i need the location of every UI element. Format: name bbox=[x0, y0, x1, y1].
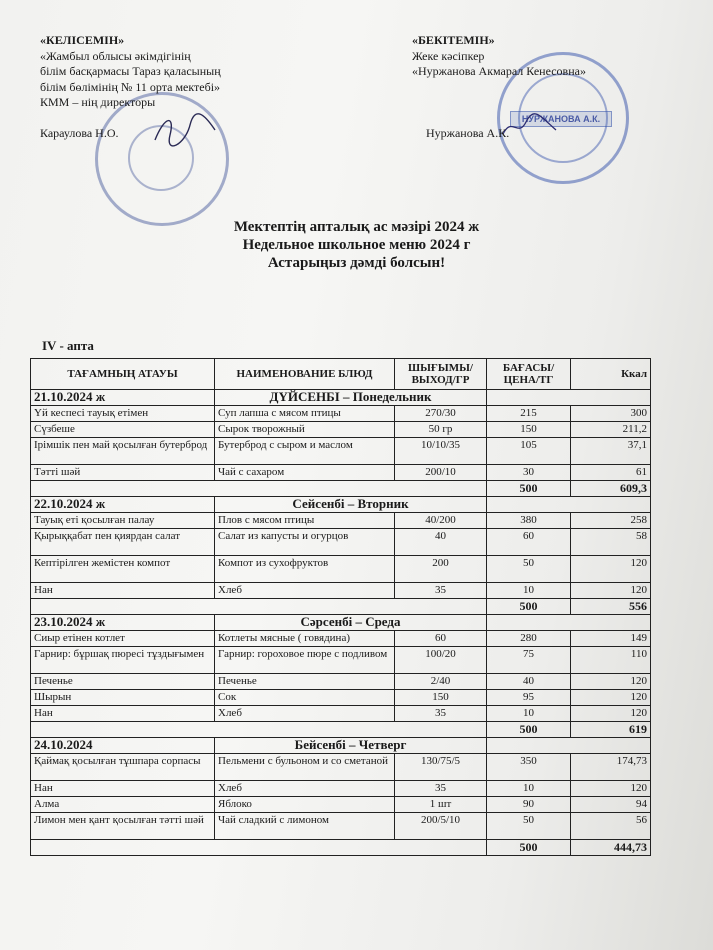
left-signer: Караулова Н.О. bbox=[40, 126, 119, 140]
day-header-blank bbox=[487, 390, 651, 406]
day-name: ДҮЙСЕНБІ – Понедельник bbox=[215, 390, 487, 406]
dish-name-kz: Тәтті шәй bbox=[31, 465, 215, 481]
title-russian: Недельное школьное меню 2024 г bbox=[242, 237, 471, 253]
dish-name-ru: Яблоко bbox=[215, 797, 395, 813]
dish-name-kz: Печенье bbox=[31, 674, 215, 690]
dish-price: 10 bbox=[487, 706, 571, 722]
header-dish-kz: ТАҒАМНЫҢ АТАУЫ bbox=[31, 359, 215, 390]
dish-yield: 200/5/10 bbox=[395, 813, 487, 840]
dish-name-ru: Сырок творожный bbox=[215, 422, 395, 438]
dish-name-ru: Сок bbox=[215, 690, 395, 706]
total-kcal: 609,3 bbox=[571, 481, 651, 497]
day-date: 24.10.2024 bbox=[31, 738, 215, 754]
dish-name-kz: Қырыққабат пен қиярдан салат bbox=[31, 529, 215, 556]
dish-kcal: 37,1 bbox=[571, 438, 651, 465]
left-line-4: КММ – нің директоры bbox=[40, 95, 156, 109]
dish-price: 90 bbox=[487, 797, 571, 813]
dish-name-ru: Салат из капусты и огурцов bbox=[215, 529, 395, 556]
dish-name-ru: Суп лапша с мясом птицы bbox=[215, 406, 395, 422]
total-price: 500 bbox=[487, 722, 571, 738]
week-label: IV - апта bbox=[42, 338, 94, 353]
day-name: Бейсенбі – Четверг bbox=[215, 738, 487, 754]
dish-name-kz: Нан bbox=[31, 706, 215, 722]
dish-name-ru: Гарнир: гороховое пюре с подливом bbox=[215, 647, 395, 674]
dish-name-kz: Алма bbox=[31, 797, 215, 813]
table-header-row bbox=[31, 359, 651, 390]
dish-kcal: 56 bbox=[571, 813, 651, 840]
dish-name-kz: Лимон мен қант қосылған тәтті шәй bbox=[31, 813, 215, 840]
dish-name-kz: Нан bbox=[31, 781, 215, 797]
dish-price: 280 bbox=[487, 631, 571, 647]
day-date: 22.10.2024 ж bbox=[31, 497, 215, 513]
dish-price: 10 bbox=[487, 583, 571, 599]
day-name: Сейсенбі – Вторник bbox=[215, 497, 487, 513]
dish-yield: 200/10 bbox=[395, 465, 487, 481]
dish-name-ru: Бутерброд с сыром и маслом bbox=[215, 438, 395, 465]
dish-yield: 2/40 bbox=[395, 674, 487, 690]
dish-price: 60 bbox=[487, 529, 571, 556]
dish-yield: 35 bbox=[395, 781, 487, 797]
table-row bbox=[31, 674, 651, 690]
dish-yield: 130/75/5 bbox=[395, 754, 487, 781]
table-row bbox=[31, 781, 651, 797]
dish-kcal: 58 bbox=[571, 529, 651, 556]
title-kazakh: Мектептің апталық ас мәзірі 2024 ж bbox=[233, 219, 480, 235]
table-row bbox=[31, 438, 651, 465]
dish-name-ru: Чай сладкий с лимоном bbox=[215, 813, 395, 840]
total-row bbox=[31, 722, 651, 738]
dish-name-kz: Үй кеспесі тауық етімен bbox=[31, 406, 215, 422]
total-row bbox=[31, 840, 651, 856]
dish-name-ru: Котлеты мясные ( говядина) bbox=[215, 631, 395, 647]
stamp-name-band: НУРЖАНОВА А.К. bbox=[510, 111, 612, 127]
table-row bbox=[31, 406, 651, 422]
table-row bbox=[31, 465, 651, 481]
dish-kcal: 149 bbox=[571, 631, 651, 647]
dish-kcal: 174,73 bbox=[571, 754, 651, 781]
table-row bbox=[31, 513, 651, 529]
total-row bbox=[31, 481, 651, 497]
dish-yield: 10/10/35 bbox=[395, 438, 487, 465]
header-kcal: Ккал bbox=[571, 359, 651, 390]
day-name: Сәрсенбі – Среда bbox=[215, 615, 487, 631]
dish-price: 215 bbox=[487, 406, 571, 422]
dish-kcal: 110 bbox=[571, 647, 651, 674]
day-header-row bbox=[31, 738, 651, 754]
total-kcal: 556 bbox=[571, 599, 651, 615]
dish-price: 10 bbox=[487, 781, 571, 797]
dish-price: 30 bbox=[487, 465, 571, 481]
dish-yield: 35 bbox=[395, 583, 487, 599]
dish-yield: 40/200 bbox=[395, 513, 487, 529]
dish-yield: 50 гр bbox=[395, 422, 487, 438]
dish-name-ru: Печенье bbox=[215, 674, 395, 690]
dish-kcal: 300 bbox=[571, 406, 651, 422]
right-signer: Нуржанова А.К. bbox=[426, 126, 510, 140]
dish-name-ru: Пельмени с бульоном и со сметаной bbox=[215, 754, 395, 781]
left-signature bbox=[150, 110, 220, 150]
header-dish-ru: НАИМЕНОВАНИЕ БЛЮД bbox=[215, 359, 395, 390]
dish-kcal: 120 bbox=[571, 674, 651, 690]
total-row bbox=[31, 599, 651, 615]
day-header-blank bbox=[487, 738, 651, 754]
dish-kcal: 120 bbox=[571, 583, 651, 599]
dish-name-ru: Чай с сахаром bbox=[215, 465, 395, 481]
total-kcal: 619 bbox=[571, 722, 651, 738]
dish-price: 150 bbox=[487, 422, 571, 438]
dish-name-ru: Плов с мясом птицы bbox=[215, 513, 395, 529]
dish-name-kz: Сүзбеше bbox=[31, 422, 215, 438]
dish-yield: 150 bbox=[395, 690, 487, 706]
table-row bbox=[31, 422, 651, 438]
total-price: 500 bbox=[487, 840, 571, 856]
table-row bbox=[31, 813, 651, 840]
left-line-1: «Жамбыл облысы әкімдігінің bbox=[40, 48, 191, 63]
table-row bbox=[31, 529, 651, 556]
table-row bbox=[31, 690, 651, 706]
dish-name-kz: Тауық еті қосылған палау bbox=[31, 513, 215, 529]
dish-price: 75 bbox=[487, 647, 571, 674]
dish-price: 40 bbox=[487, 674, 571, 690]
dish-yield: 270/30 bbox=[395, 406, 487, 422]
total-price: 500 bbox=[487, 599, 571, 615]
dish-name-kz: Гарнир: бұршақ пюресі тұздығымен bbox=[31, 647, 215, 674]
dish-kcal: 120 bbox=[571, 706, 651, 722]
title-greeting: Астарыңыз дәмді болсын! bbox=[267, 255, 446, 271]
dish-price: 50 bbox=[487, 813, 571, 840]
right-line-1: Жеке кәсіпкер bbox=[412, 48, 485, 63]
table-row bbox=[31, 583, 651, 599]
right-line-2: «Нуржанова Акмарал Кенесовна» bbox=[412, 64, 586, 78]
dish-kcal: 120 bbox=[571, 690, 651, 706]
dish-price: 95 bbox=[487, 690, 571, 706]
day-header-blank bbox=[487, 497, 651, 513]
header-yield: ШЫҒЫМЫ/ ВЫХОД/ГР bbox=[395, 359, 487, 390]
dish-name-kz: Кептірілген жемістен компот bbox=[31, 556, 215, 583]
total-blank bbox=[31, 599, 487, 615]
table-row bbox=[31, 754, 651, 781]
dish-name-kz: Ірімшік пен май қосылған бутерброд bbox=[31, 438, 215, 465]
dish-kcal: 94 bbox=[571, 797, 651, 813]
right-approval-title: «БЕКІТЕМІН» bbox=[412, 33, 495, 47]
menu-titles bbox=[0, 218, 713, 272]
dish-name-kz: Сиыр етінен котлет bbox=[31, 631, 215, 647]
dish-yield: 60 bbox=[395, 631, 487, 647]
left-approval-title: «КЕЛІСЕМІН» bbox=[40, 33, 125, 47]
dish-yield: 40 bbox=[395, 529, 487, 556]
dish-price: 350 bbox=[487, 754, 571, 781]
dish-yield: 200 bbox=[395, 556, 487, 583]
day-header-row bbox=[31, 390, 651, 406]
dish-name-ru: Хлеб bbox=[215, 781, 395, 797]
dish-kcal: 211,2 bbox=[571, 422, 651, 438]
approval-block-right bbox=[412, 33, 702, 80]
dish-name-kz: Нан bbox=[31, 583, 215, 599]
dish-kcal: 120 bbox=[571, 781, 651, 797]
menu-table bbox=[30, 358, 651, 856]
total-price: 500 bbox=[487, 481, 571, 497]
left-line-3: білім бөлімінің № 11 орта мектебі» bbox=[40, 79, 221, 94]
dish-kcal: 61 bbox=[571, 465, 651, 481]
dish-price: 105 bbox=[487, 438, 571, 465]
dish-name-ru: Хлеб bbox=[215, 706, 395, 722]
dish-price: 50 bbox=[487, 556, 571, 583]
day-date: 23.10.2024 ж bbox=[31, 615, 215, 631]
dish-yield: 35 bbox=[395, 706, 487, 722]
dish-name-ru: Хлеб bbox=[215, 583, 395, 599]
total-kcal: 444,73 bbox=[571, 840, 651, 856]
dish-yield: 100/20 bbox=[395, 647, 487, 674]
day-header-blank bbox=[487, 615, 651, 631]
table-row bbox=[31, 647, 651, 674]
menu-table-body bbox=[31, 390, 651, 856]
table-row bbox=[31, 797, 651, 813]
day-header-row bbox=[31, 615, 651, 631]
dish-name-ru: Компот из сухофруктов bbox=[215, 556, 395, 583]
table-row bbox=[31, 631, 651, 647]
day-header-row bbox=[31, 497, 651, 513]
total-blank bbox=[31, 722, 487, 738]
left-line-2: білім басқармасы Тараз қаласының bbox=[40, 64, 221, 78]
dish-name-kz: Шырын bbox=[31, 690, 215, 706]
dish-kcal: 120 bbox=[571, 556, 651, 583]
approval-block-left bbox=[40, 33, 370, 111]
table-row bbox=[31, 706, 651, 722]
dish-kcal: 258 bbox=[571, 513, 651, 529]
header-price: БАҒАСЫ/ ЦЕНА/ТГ bbox=[487, 359, 571, 390]
total-blank bbox=[31, 840, 487, 856]
day-date: 21.10.2024 ж bbox=[31, 390, 215, 406]
total-blank bbox=[31, 481, 487, 497]
table-row bbox=[31, 556, 651, 583]
dish-price: 380 bbox=[487, 513, 571, 529]
dish-name-kz: Қаймақ қосылған тұшпара сорпасы bbox=[31, 754, 215, 781]
dish-yield: 1 шт bbox=[395, 797, 487, 813]
